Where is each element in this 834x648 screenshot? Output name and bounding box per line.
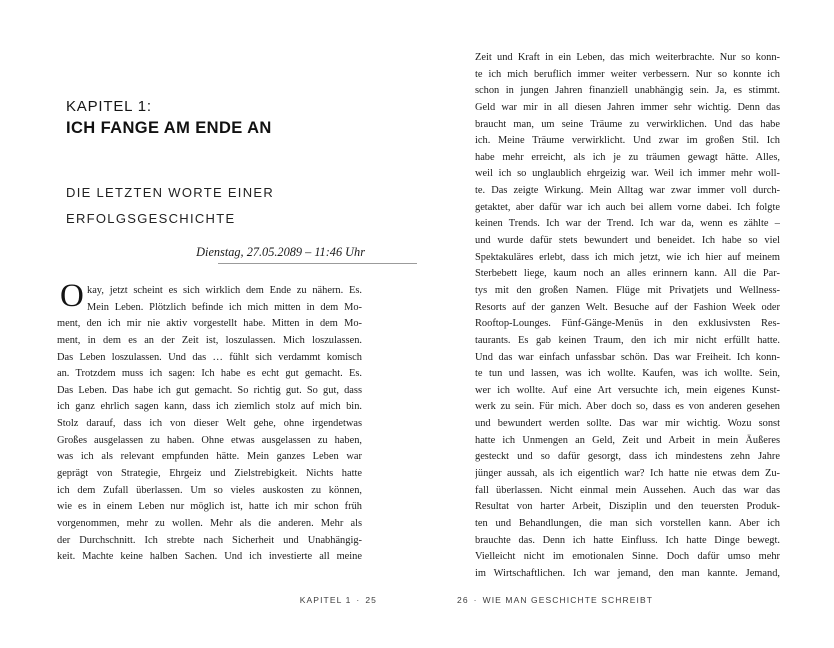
body-line: werk zu sein. Für mich. Aber doch so, dass es von anderen gesehen [475,401,780,413]
body-line: ich dem Zufall überlassen. Um so vieles auskosten zu können, [57,484,362,496]
body-line: geprägt von Strategie, Ehrgeiz und Zielstrebigkeit. Nichts hatte [57,468,362,480]
right-page-body [475,50,780,583]
body-line: DIE LETZTEN WORTE EINER [66,185,275,200]
body-line: Vielleicht nicht im emotionalen Sinne. Doch dafür umso mehr [475,551,780,563]
dateline: Dienstag, 27.05.2089 – 11:46 Uhr [196,245,365,259]
body-line: brauchte das. Denn ich hatte Einfluss. Ich hatte Dinge bewegt. [475,534,780,546]
body-line: im Wirtschaftlichen. Ich war jemand, den man kannte. Jemand, [475,567,780,579]
body-line: habe mehr erreicht, als ich je zu träumen gewagt hätte. Alles, [475,151,780,163]
body-line: was ich als relevant empfunden hätte. Mein ganzes Leben war [57,451,362,463]
body-line: gesteckt und so dafür gesorgt, dass ich mindestens zehn Jahre [475,451,780,463]
body-line: ment, in dem es an der Zeit ist, loszulassen. Mich loszulassen. [57,334,362,346]
body-line: Geld war mir in all diesen Jahren immer sehr wichtig. Denn das [475,101,780,113]
right-page-number: 26 [457,595,469,605]
body-line: keit. Machte keine halben Sachen. Und ich investierte all meine [57,551,362,563]
body-line: der Durchschnitt. Ich strebte nach Sicherheit und Unabhängig- [57,534,362,546]
body-line: braucht man, um seine Träume zu verwirklichen. Und das habe [475,118,780,130]
body-line: an. Trotzdem muss ich sagen: Ich habe es echt gut gemacht. Es. [57,368,362,380]
body-line: te ich mich beruflich immer weiter verbessern. Nur so konnte ich [475,68,780,80]
body-line: ERFOLGSGESCHICHTE [66,211,236,226]
body-line: tys mit den großen Namen. Flüge mit Privatjets und Wellness- [475,284,780,296]
body-line: keinen Trends. Ich war der Trend. Ich war da, wenn es zählte – [475,218,780,230]
right-body-lines [475,50,780,583]
footer-separator: · [356,595,361,605]
chapter-subtitle [66,180,274,232]
body-line: Stolz darauf, dass ich von dieser Welt gehe, ohne irgendetwas [57,418,362,430]
drop-cap: O [60,278,84,314]
body-line: fall überlassen. Nicht einmal mein Aussehen. Auch das war das [475,484,780,496]
dateline-rule [218,263,417,264]
body-line: Zeit und Kraft in ein Leben, das mich weiterbrachte. Nur so konn- [475,52,780,63]
body-line: Mein Leben. Plötzlich befinde ich mich mitten in dem Mo- [87,301,362,313]
chapter-title: ICH FANGE AM ENDE AN [66,119,272,137]
footer-separator: · [473,595,478,605]
right-page-footer [457,595,653,605]
body-line: jünger aussah, als ich eigentlich war? Ich hatte nie etwas dem Zu- [475,468,780,480]
body-line: weil ich so unglaublich ehrgeizig war. Weil ich immer mehr woll- [475,168,780,180]
body-line: und wurde dafür stets bewundert und beneidet. Ich habe so viel [475,235,780,247]
body-line: wer ich wollte. Auf eine Art versuchte ich, mein eigenes Kunst- [475,384,780,396]
body-line: Großes ausgelassen zu haben. Ohne etwas ausgelassen zu haben, [57,434,362,446]
body-line: Sterbebett liege, kaum noch an alles erinnern kann. All die Par- [475,268,780,280]
body-line: ich ganz ehrlich sagen kann, dass ich ziemlich stolz auf mich bin. [57,401,362,413]
body-line: wie es in einem Leben nur möglich ist, hatte ich mir schon früh [57,501,362,513]
body-line: ich. Meine Träume verwirklicht. Und zwar im großen Stil. Ich [475,135,780,147]
body-line: getaktet, aber dafür war ich auch bei allem vorne dabei. Ich folgte [475,201,780,213]
left-page-number: 25 [365,595,377,605]
body-line: kay, jetzt scheint es sich wirklich dem Ende zu nähern. Es. [87,285,362,296]
body-line: Und das war einfach unfassbar schön. Das war Freiheit. Ich konn- [475,351,780,363]
body-line: te. Das zeigte Wirkung. Mein Alltag war zwar immer voll durch- [475,185,780,197]
body-line: Rooftop-Lounges. Fünf-Gänge-Menüs in den exklusivsten Res- [475,318,780,330]
body-line: Das Leben loszulassen. Und das … fühlt sich verdammt komisch [57,351,362,363]
body-line: vorgenommen, mehr zu wollen. Mehr als die anderen. Mehr als [57,517,362,529]
body-line: Resorts auf der ganzen Welt. Besuche auf der Fashion Week oder [475,301,780,313]
footer-chapter-label: KAPITEL 1 [299,595,352,605]
body-line: taurants. Es gab keinen Traum, den ich mir nicht erfüllt hatte. [475,334,780,346]
body-line: schon in jungen Jahren finanziell unabhängig sein. Ja, es stimmt. [475,85,780,97]
left-page-body [57,278,362,566]
body-line: hatte ich Unmengen an Geld, Zeit und Arbeit in mein Äußeres [475,434,780,446]
body-line: Spektakuläres erlebt, dass ich mich jetzt, wie ich hier auf meinem [475,251,780,263]
left-body-lines [57,283,362,566]
footer-book-title: WIE MAN GESCHICHTE SCHREIBT [482,595,654,605]
body-line: ten und Behandlungen, die man sich vorstellen kann. Aber ich [475,517,780,529]
body-line: und bewundert werden sollte. Das war mir wichtig. Wozu sonst [475,418,780,430]
body-line: te tun und lassen, was ich wollte. Kaufen, was ich wollte. Sein, [475,368,780,380]
body-line: ment, den ich mir nie aktiv vorgestellt habe. Mitten in dem Mo- [57,318,362,330]
chapter-kicker: KAPITEL 1: [66,98,152,115]
body-line: Resultat von harter Arbeit, Disziplin und den teuersten Produk- [475,501,780,513]
left-page-footer [300,595,377,605]
body-line: Das Leben. Das habe ich gut gemacht. So richtig gut. So gut, dass [57,384,362,396]
